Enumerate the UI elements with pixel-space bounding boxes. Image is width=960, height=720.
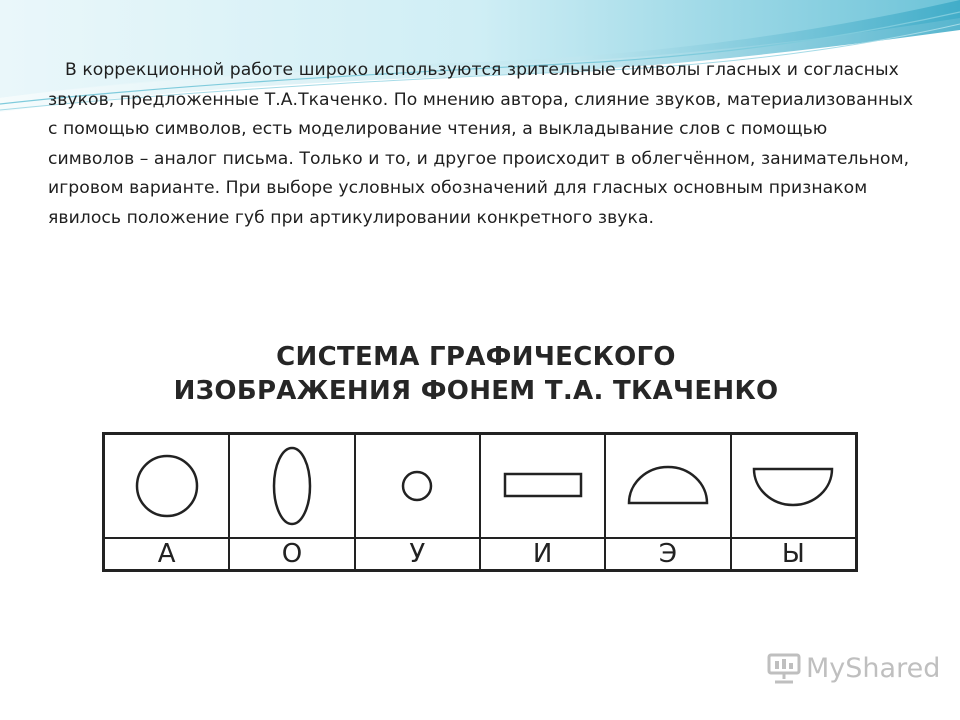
horizontal-rectangle-icon (501, 470, 585, 502)
phoneme-letter: Э (658, 539, 678, 569)
phoneme-letter: У (409, 539, 426, 569)
watermark-text: MyShared (806, 652, 941, 684)
lower-half-circle-icon (748, 461, 838, 511)
body-paragraph: В коррекционной работе широко используются зрительные символы гласных и согласных звуков, предложенные Т.А.Ткаченко. По мнению автора, слияние звуков, материализованных с помощью символов, есть моделирование чтения, а выкладывание слов с помощью символов – аналог письма. Только и то, и другое происходит в облегчённом, занимательном, игровом варианте. При выборе условных обозначений для гласных основным признаком явилось положение губ при артикулировании конкретного звука. (48, 60, 914, 228)
phoneme-cell-a (105, 435, 230, 569)
large-circle-icon (132, 451, 202, 521)
phoneme-cell-o (230, 435, 355, 569)
small-circle-icon (399, 468, 435, 504)
phoneme-cell-i (481, 435, 606, 569)
myshared-watermark (766, 652, 940, 684)
presentation-board-icon (766, 652, 802, 684)
phoneme-letter: Ы (781, 539, 805, 569)
phoneme-letter: А (157, 539, 176, 569)
scheme-title (60, 340, 892, 408)
phoneme-cell-e (606, 435, 731, 569)
scheme-title-line-1: СИСТЕМА ГРАФИЧЕСКОГО (276, 342, 676, 372)
phoneme-cell-y (732, 435, 855, 569)
phoneme-letter: О (281, 539, 303, 569)
phoneme-table (102, 432, 858, 572)
phoneme-letter: И (532, 539, 553, 569)
upper-half-circle-icon (623, 461, 713, 511)
phoneme-scheme-image (60, 300, 892, 605)
vertical-oval-icon (267, 443, 317, 529)
scheme-title-line-2: ИЗОБРАЖЕНИЯ ФОНЕМ Т.А. ТКАЧЕНКО (173, 376, 779, 406)
phoneme-cell-u (356, 435, 481, 569)
